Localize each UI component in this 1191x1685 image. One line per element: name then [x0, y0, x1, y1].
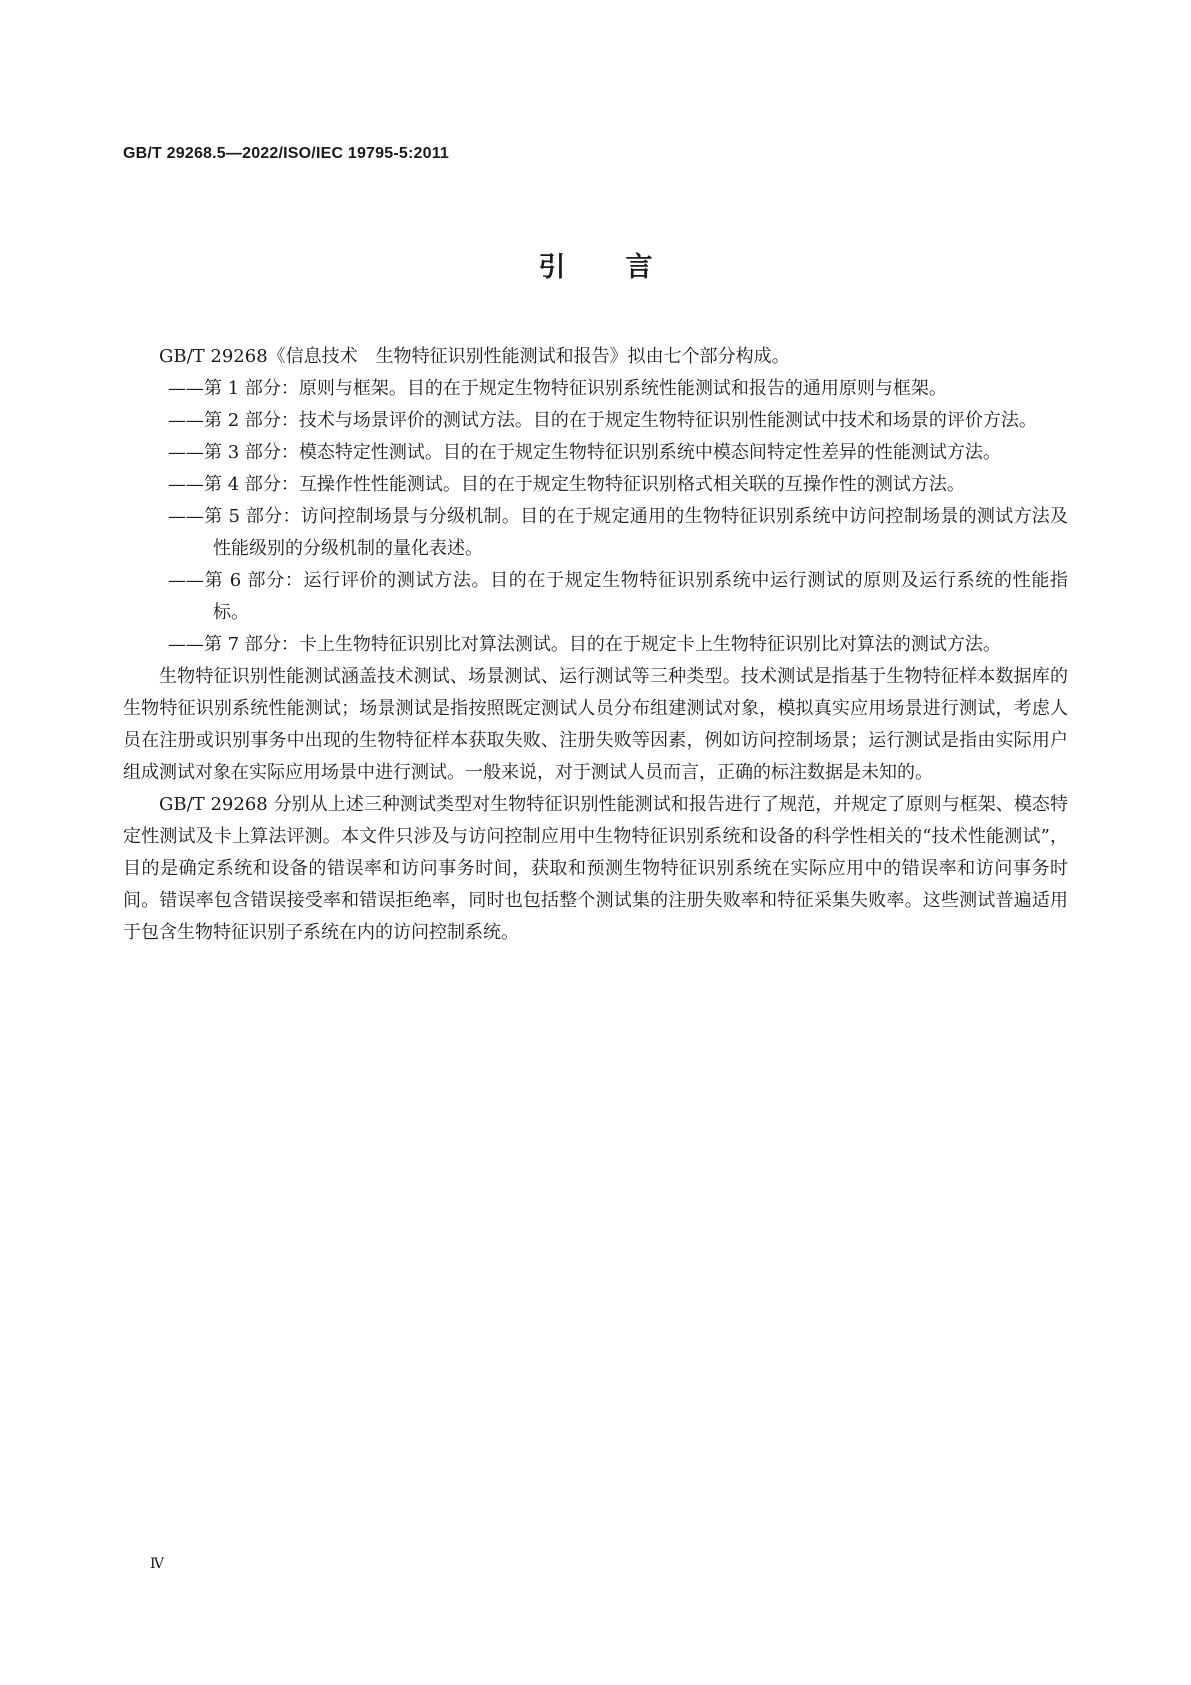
list-item: ——第 5 部分：访问控制场景与分级机制。目的在于规定通用的生物特征识别系统中访问控制场景的测试方法及性能级别的分级机制的量化表述。	[168, 506, 1068, 559]
intro-paragraph: GB/T 29268《信息技术 生物特征识别性能测试和报告》拟由七个部分构成。	[159, 346, 790, 367]
document-id-header: GB/T 29268.5—2022/ISO/IEC 19795-5:2011	[123, 145, 450, 162]
list-item: ——第 4 部分：互操作性性能测试。目的在于规定生物特征识别格式相关联的互操作性的测试方法。	[168, 474, 965, 495]
parts-list	[123, 373, 1068, 661]
list-item: ——第 7 部分：卡上生物特征识别比对算法测试。目的在于规定卡上生物特征识别比对算法的测试方法。	[168, 634, 1001, 655]
page-number: Ⅳ	[150, 1556, 164, 1572]
section-title: 引言	[538, 252, 713, 283]
paragraph-scope: GB/T 29268 分别从上述三种测试类型对生物特征识别性能测试和报告进行了规范，并规定了原则与框架、模态特定性测试及卡上算法评测。本文件只涉及与访问控制应用中生物特征识别系统和设备的科学性相关的“技术性能测试”，目的是确定系统和设备的错误率和访问事务时间，获取和预测生物特征识别系统在实际应用中的错误率和访问事务时间。错误率包含错误接受率和错误拒绝率，同时也包括整个测试集的注册失败率和特征采集失败率。这些测试普遍适用于包含生物特征识别子系统在内的访问控制系统。	[123, 794, 1068, 943]
list-item: ——第 1 部分：原则与框架。目的在于规定生物特征识别系统性能测试和报告的通用原则与框架。	[168, 378, 947, 399]
list-item: ——第 2 部分：技术与场景评价的测试方法。目的在于规定生物特征识别性能测试中技术和场景的评价方法。	[168, 410, 1037, 431]
list-item: ——第 6 部分：运行评价的测试方法。目的在于规定生物特征识别系统中运行测试的原则及运行系统的性能指标。	[168, 570, 1068, 623]
paragraph-test-types: 生物特征识别性能测试涵盖技术测试、场景测试、运行测试等三种类型。技术测试是指基于生物特征样本数据库的生物特征识别系统性能测试；场景测试是指按照既定测试人员分布组建测试对象，模拟真实应用场景进行测试，考虑人员在注册或识别事务中出现的生物特征样本获取失败、注册失败等因素，例如访问控制场景；运行测试是指由实际用户组成测试对象在实际应用场景中进行测试。一般来说，对于测试人员而言，正确的标注数据是未知的。	[123, 666, 1068, 783]
list-item: ——第 3 部分：模态特定性测试。目的在于规定生物特征识别系统中模态间特定性差异的性能测试方法。	[168, 442, 1001, 463]
body-content	[123, 341, 1068, 949]
